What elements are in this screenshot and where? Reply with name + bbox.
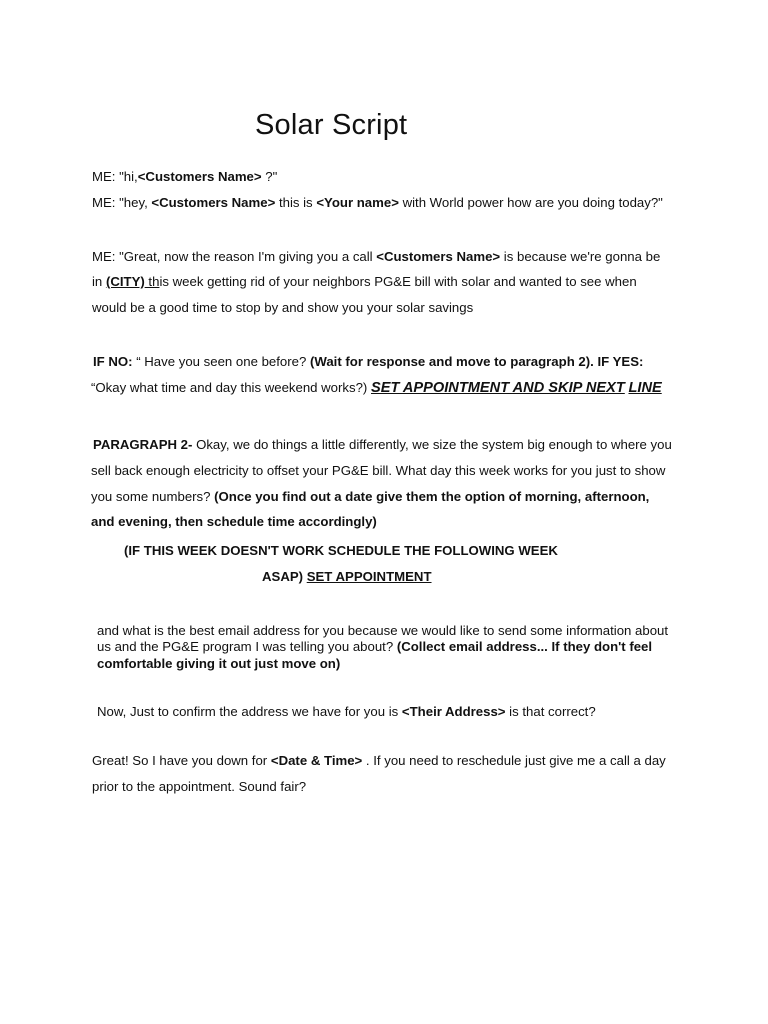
paragraph-2-line-2: sell back enough electricity to offset your PG&E bill. What day this week works for you just to show <box>91 463 666 478</box>
text: ?" <box>261 169 278 184</box>
instruction: (Once you find out a date give them the option of morning, afternoon, <box>214 489 650 504</box>
text: you some numbers? <box>91 489 215 504</box>
email-line-1: and what is the best email address for you because we would like to send some information about <box>97 623 669 638</box>
closing-line-2: prior to the appointment. Sound fair? <box>92 779 307 794</box>
script-line-intro <box>92 195 663 211</box>
text: ME: "hi, <box>92 169 138 184</box>
set-appointment-instruction: LINE <box>628 380 662 396</box>
confirm-address-line <box>97 704 596 720</box>
page-title: Solar Script <box>255 109 408 141</box>
if-no-line <box>93 354 643 370</box>
text: ME: "Great, now the reason I'm giving you a call <box>92 249 377 264</box>
text: Great! So I have you down for <box>92 753 271 768</box>
closing-line-1 <box>92 753 666 769</box>
paragraph-1-line-2 <box>92 274 637 290</box>
if-no-label: IF NO: <box>93 354 133 369</box>
placeholder-date-time: <Date & Time> <box>270 753 363 768</box>
text: ME: "hey, <box>92 195 152 210</box>
text: is week getting rid of your neighbors PG&E bill with solar and wanted to see when <box>159 274 637 289</box>
paragraph-2-label: PARAGRAPH 2- <box>93 437 193 452</box>
text: is because we're gonna be <box>500 249 661 264</box>
placeholder-customer-name: <Customers Name> <box>376 249 501 264</box>
instruction: (Wait for response and move to paragraph 2). IF YES: <box>309 354 644 369</box>
reschedule-instruction-line-2 <box>262 569 432 585</box>
text: th <box>144 274 160 289</box>
paragraph-2-line-4: and evening, then schedule time accordingly) <box>91 514 377 529</box>
if-yes-line <box>91 380 662 396</box>
instruction: ASAP) <box>262 569 307 584</box>
text: . If you need to reschedule just give me a call a day <box>362 753 666 768</box>
paragraph-2-line-1 <box>93 437 672 453</box>
placeholder-customer-name: <Customers Name> <box>137 169 262 184</box>
reschedule-instruction-line-1: (IF THIS WEEK DOESN'T WORK SCHEDULE THE FOLLOWING WEEK <box>124 543 558 558</box>
text: this is <box>275 195 317 210</box>
email-line-3: comfortable giving it out just move on) <box>97 656 341 671</box>
text: is that correct? <box>505 704 596 719</box>
placeholder-their-address: <Their Address> <box>401 704 506 719</box>
paragraph-1-line-1 <box>92 249 660 265</box>
script-line-greeting <box>92 169 277 185</box>
text: “ Have you seen one before? <box>132 354 310 369</box>
text: us and the PG&E program I was telling you about? <box>97 639 397 654</box>
email-line-2 <box>97 639 652 655</box>
text: “Okay what time and day this weekend works?) <box>91 380 371 395</box>
placeholder-your-name: <Your name> <box>316 195 399 210</box>
paragraph-2-line-3 <box>91 489 649 505</box>
text: Now, Just to confirm the address we have for you is <box>97 704 402 719</box>
text: in <box>92 274 106 289</box>
instruction: (Collect email address... If they don't feel <box>396 639 653 654</box>
text: with World power how are you doing today?" <box>398 195 663 210</box>
placeholder-customer-name: <Customers Name> <box>151 195 276 210</box>
paragraph-1-line-3: would be a good time to stop by and show you your solar savings <box>92 300 474 315</box>
placeholder-city: (CITY) <box>105 274 145 289</box>
text: Okay, we do things a little differently, we size the system big enough to where you <box>192 437 672 452</box>
set-appointment-instruction: SET APPOINTMENT <box>306 569 432 584</box>
set-appointment-instruction: SET APPOINTMENT AND SKIP NEXT <box>371 380 625 396</box>
